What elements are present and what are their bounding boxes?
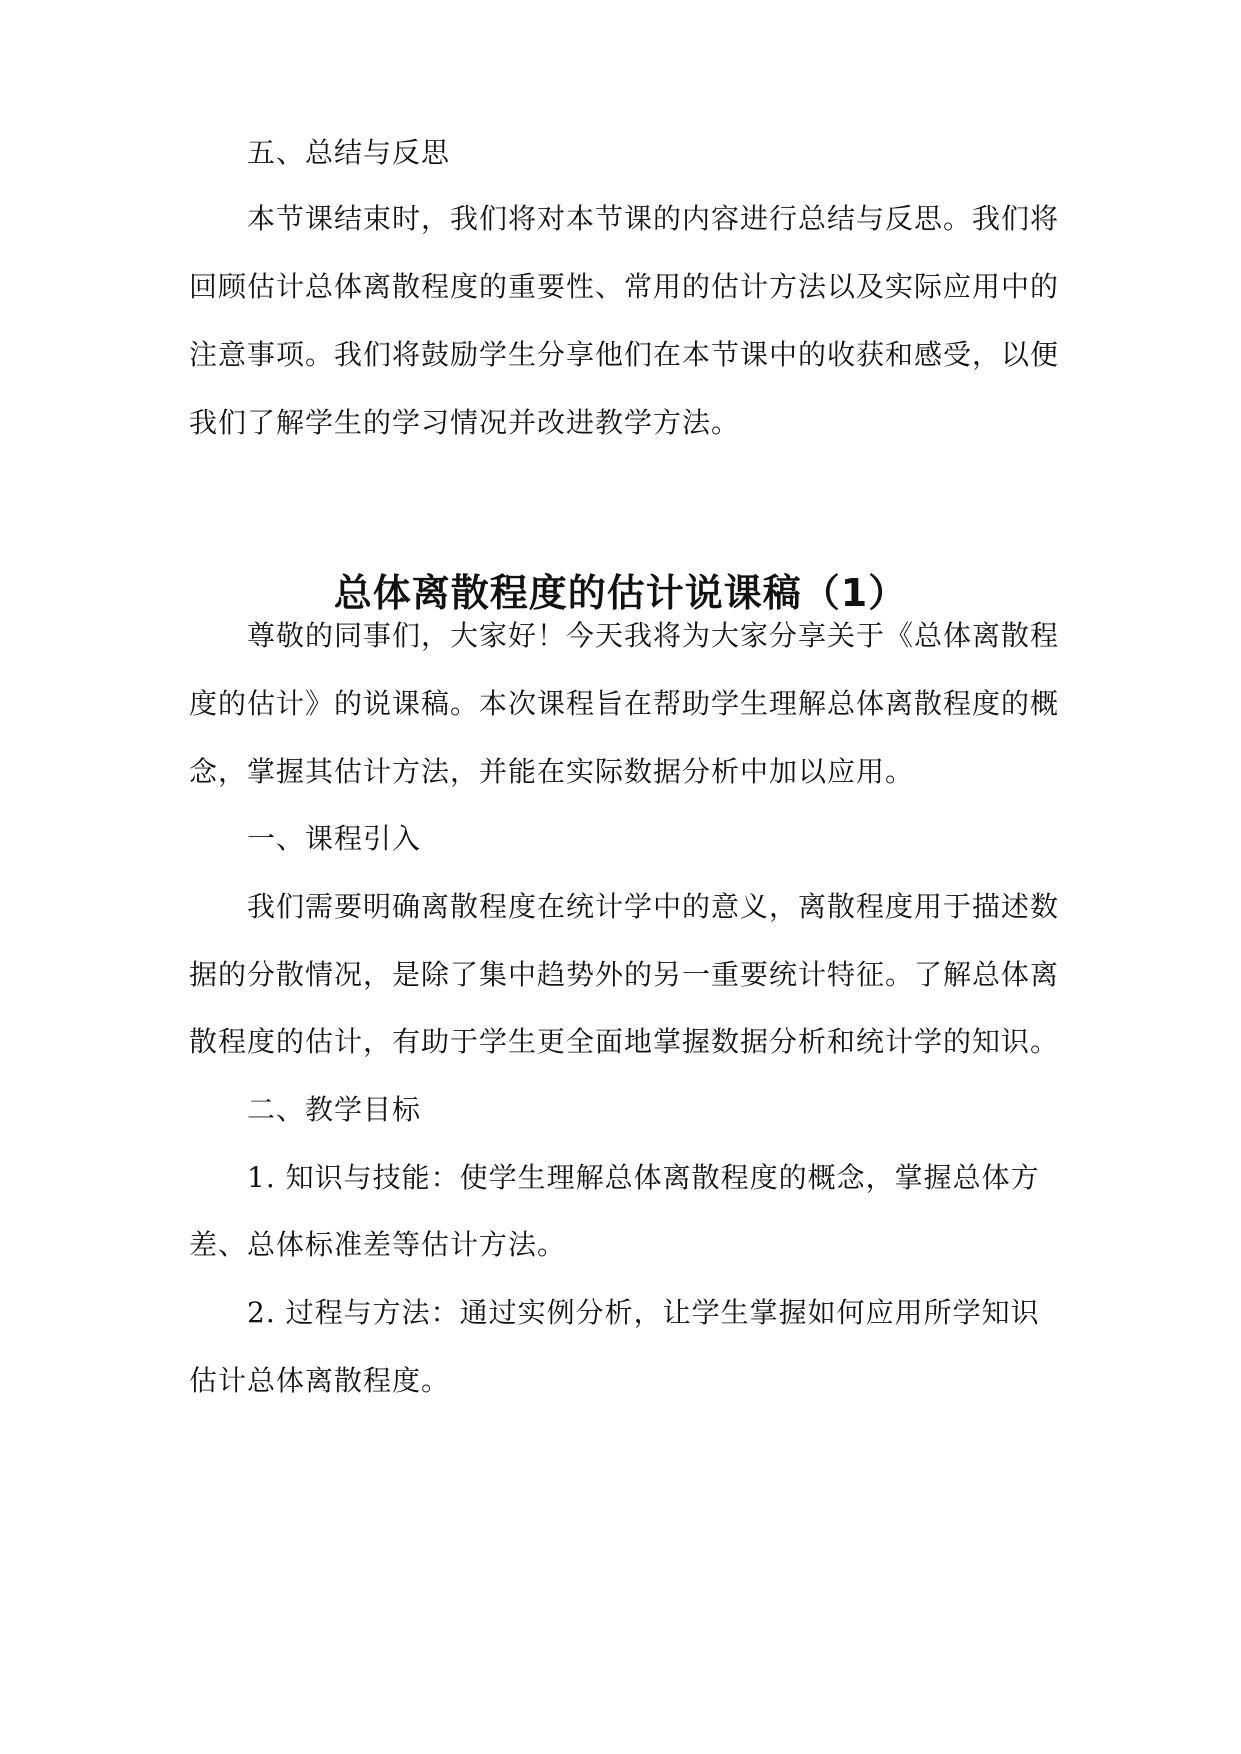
section-heading: 五、总结与反思 (247, 136, 451, 169)
paragraph-line: 回顾估计总体离散程度的重要性、常用的估计方法以及实际应用中的 (189, 270, 1060, 303)
list-item-line: 差、总体标准差等估计方法。 (189, 1228, 567, 1261)
section-heading: 二、教学目标 (247, 1093, 422, 1126)
section-heading: 一、课程引入 (247, 822, 422, 855)
list-item-line: 估计总体离散程度。 (189, 1364, 451, 1397)
paragraph-line: 念，掌握其估计方法，并能在实际数据分析中加以应用。 (189, 755, 915, 788)
paragraph-line: 尊敬的同事们，大家好！今天我将为大家分享关于《总体离散程 (247, 619, 1060, 652)
list-item-line: 2. 过程与方法：通过实例分析，让学生掌握如何应用所学知识 (247, 1296, 1040, 1329)
paragraph-line: 我们了解学生的学习情况并改进教学方法。 (189, 406, 741, 439)
list-item-line: 1. 知识与技能：使学生理解总体离散程度的概念，掌握总体方 (247, 1161, 1040, 1194)
document-title: 总体离散程度的估计说课稿（1） (333, 571, 908, 615)
paragraph-line: 度的估计》的说课稿。本次课程旨在帮助学生理解总体离散程度的概 (189, 687, 1060, 720)
paragraph-line: 本节课结束时，我们将对本节课的内容进行总结与反思。我们将 (247, 202, 1060, 235)
paragraph-line: 散程度的估计，有助于学生更全面地掌握数据分析和统计学的知识。 (189, 1025, 1060, 1058)
paragraph-line: 据的分散情况，是除了集中趋势外的另一重要统计特征。了解总体离 (189, 958, 1060, 991)
paragraph-line: 我们需要明确离散程度在统计学中的意义，离散程度用于描述数 (247, 890, 1060, 923)
paragraph-line: 注意事项。我们将鼓励学生分享他们在本节课中的收获和感受，以便 (189, 338, 1060, 371)
